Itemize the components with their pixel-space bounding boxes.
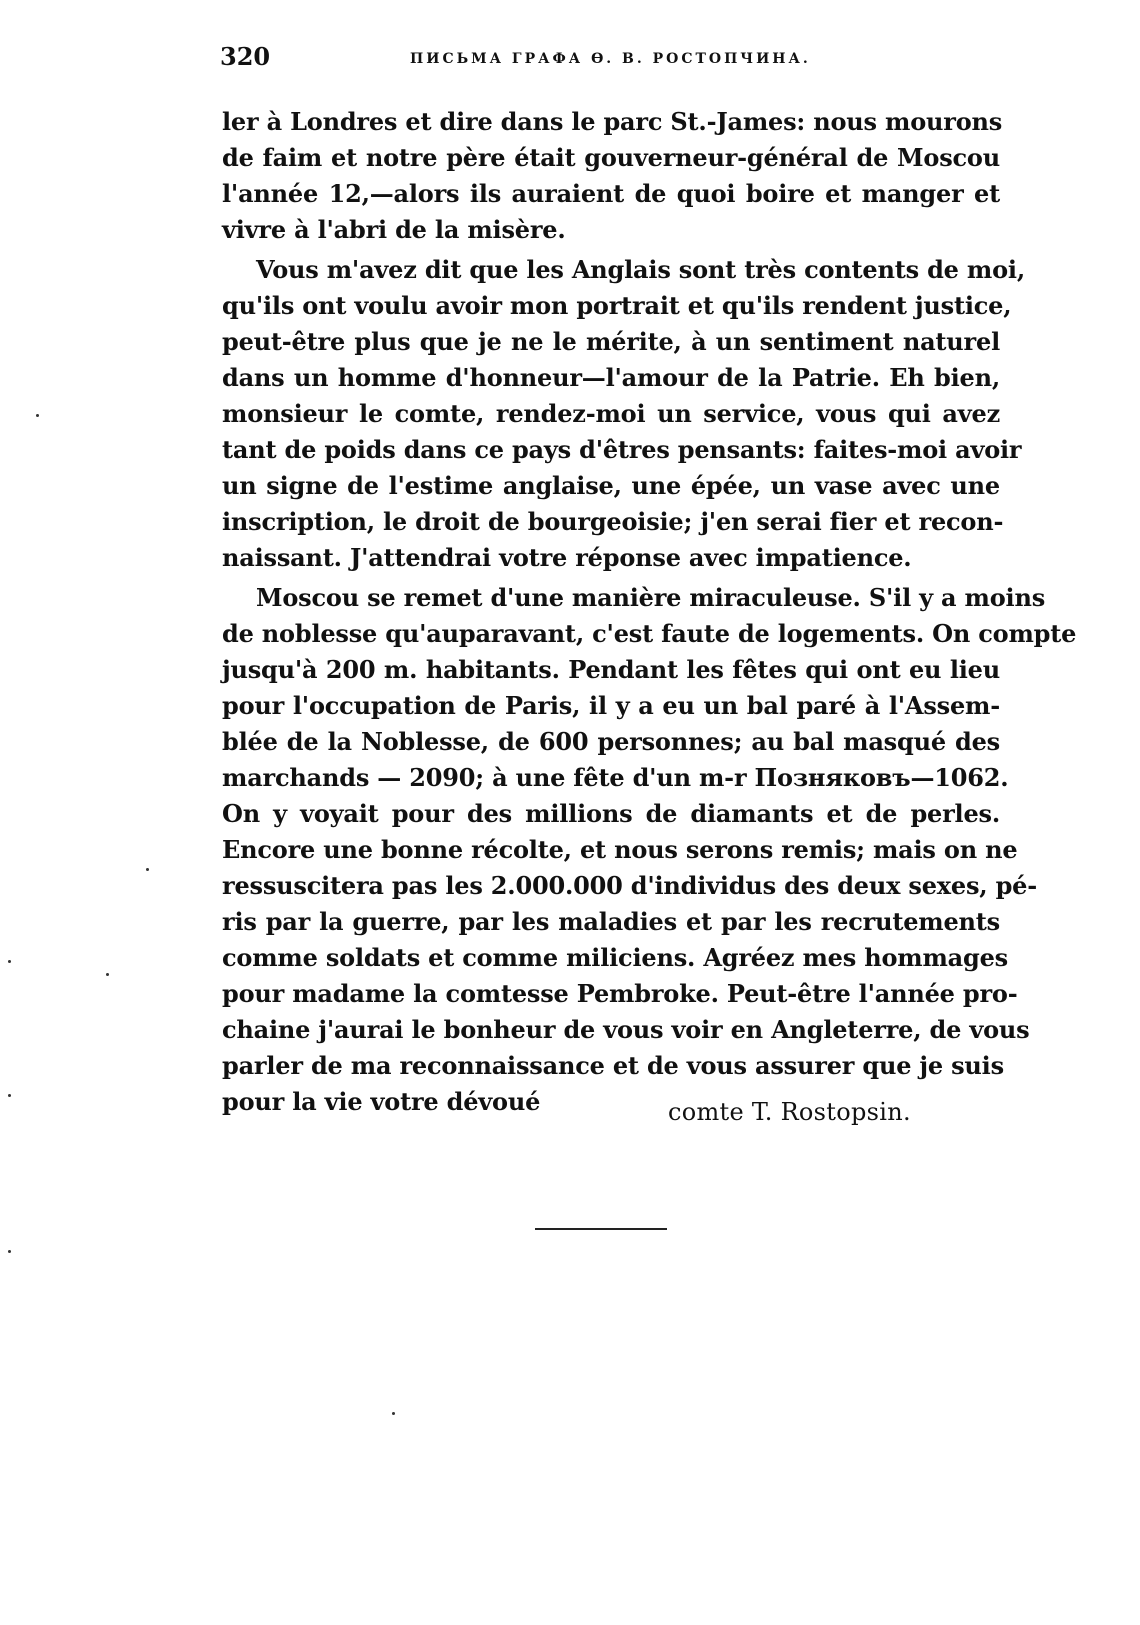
text-line: jusqu'à 200 m. habitants. Pendant les fêtes qui ont eu lieu (222, 655, 1000, 684)
text-line: Vous m'avez dit que les Anglais sont très contents de moi, (256, 255, 1025, 284)
text-line: dans un homme d'honneur—l'amour de la Patrie. Eh bien, (222, 363, 1000, 392)
text-line: pour madame la comtesse Pembroke. Peut-être l'année pro- (222, 979, 1018, 1008)
text-line: chaine j'aurai le bonheur de vous voir en Angleterre, de vous (222, 1015, 1030, 1044)
text-line: tant de poids dans ce pays d'êtres pensants: faites-moi avoir (222, 435, 1022, 464)
signature: comte T. Rostopsin. (668, 1098, 911, 1126)
scan-speck (392, 1412, 395, 1415)
text-line: parler de ma reconnaissance et de vous assurer que je suis (222, 1051, 1004, 1080)
text-line: un signe de l'estime anglaise, une épée, un vase avec une (222, 471, 1000, 500)
text-line: ler à Londres et dire dans le parc St.-James: nous mourons (222, 107, 1003, 136)
text-line: ressuscitera pas les 2.000.000 d'individus des deux sexes, pé- (222, 871, 1037, 900)
scan-speck (8, 1094, 11, 1097)
scan-speck (146, 868, 149, 871)
text-line: marchands — 2090; à une fête d'un m-r Позняковъ—1062. (222, 763, 1009, 792)
text-line: blée de la Noblesse, de 600 personnes; au bal masqué des (222, 727, 1000, 756)
scan-speck (8, 960, 11, 963)
text-line: vivre à l'abri de la misère. (222, 215, 566, 244)
text-line: Encore une bonne récolte, et nous serons remis; mais on ne (222, 835, 1018, 864)
text-line: pour la vie votre dévoué (222, 1087, 541, 1116)
end-rule (535, 1228, 667, 1230)
letter-body (222, 104, 1077, 1120)
page-header (220, 42, 1000, 82)
scan-speck (36, 414, 39, 417)
text-line: peut-être plus que je ne le mérite, à un sentiment naturel (222, 327, 1000, 356)
page-number: 320 (220, 42, 271, 71)
text-line: comme soldats et comme miliciens. Agréez mes hommages (222, 943, 1008, 972)
text-line: inscription, le droit de bourgeoisie; j'en serai fier et recon- (222, 507, 1004, 536)
text-line: l'année 12,—alors ils auraient de quoi boire et manger et (222, 179, 1000, 208)
text-line: Moscou se remet d'une manière miraculeuse. S'il y a moins (256, 583, 1046, 612)
text-line: de faim et notre père était gouverneur-général de Moscou (222, 143, 1000, 172)
text-line: monsieur le comte, rendez-moi un service, vous qui avez (222, 399, 1000, 428)
text-line: qu'ils ont voulu avoir mon portrait et qu'ils rendent justice, (222, 291, 1012, 320)
text-line: ris par la guerre, par les maladies et par les recrutements (222, 907, 1000, 936)
scan-speck (8, 1250, 11, 1253)
scan-speck (106, 973, 109, 976)
text-line: naissant. J'attendrai votre réponse avec impatience. (222, 543, 912, 572)
running-head: ПИСЬМА ГРАФА Ѳ. В. РОСТОПЧИНА. (410, 51, 811, 67)
text-line: On y voyait pour des millions de diamants et de perles. (222, 799, 1000, 828)
text-line: de noblesse qu'auparavant, c'est faute de logements. On compte (222, 619, 1077, 648)
text-line: pour l'occupation de Paris, il y a eu un bal paré à l'Assem- (222, 691, 1000, 720)
